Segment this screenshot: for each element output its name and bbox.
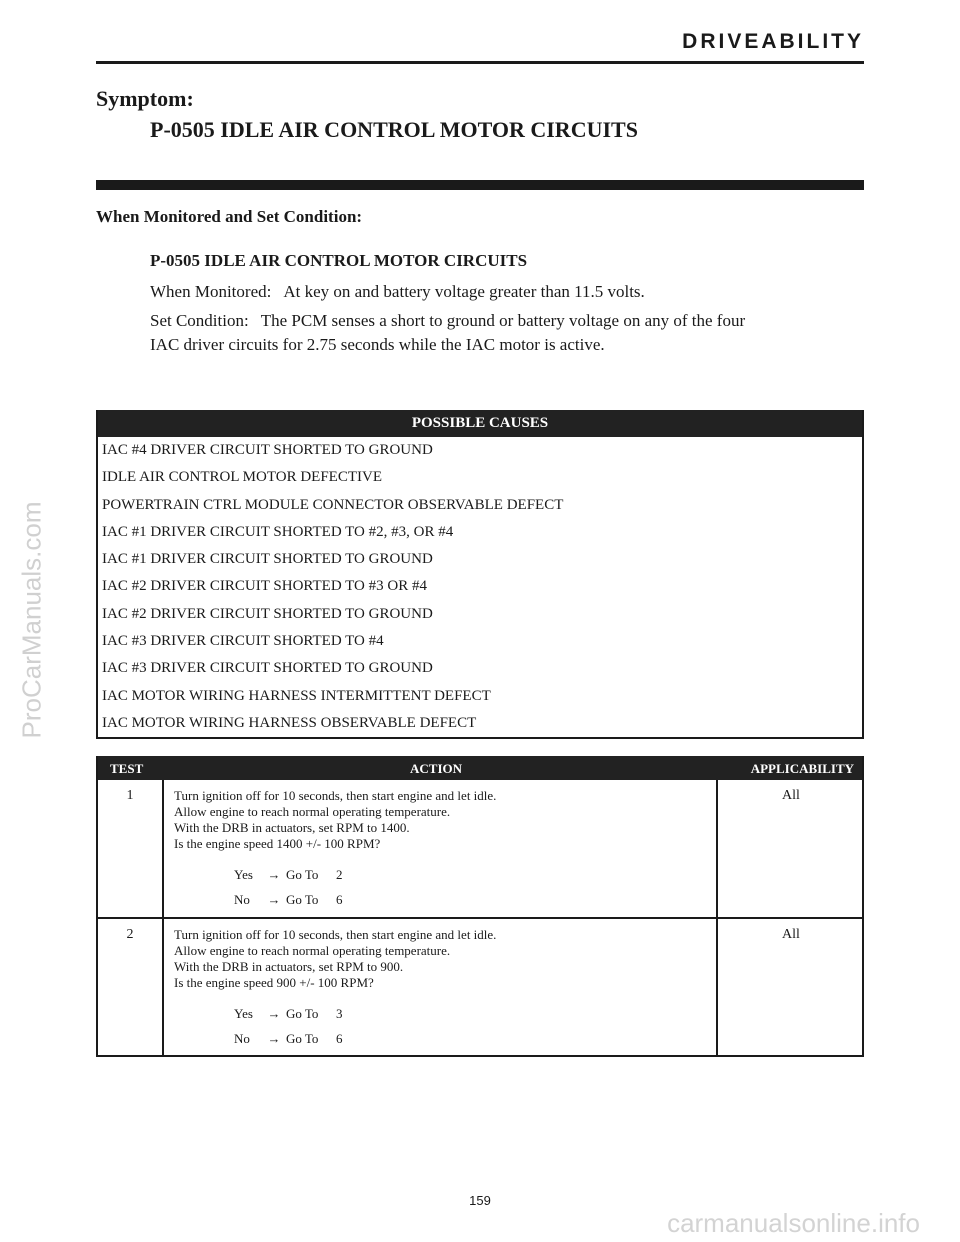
- header-rule: [96, 61, 864, 64]
- test-table: [96, 756, 864, 1057]
- arrow-icon: →: [267, 1006, 281, 1021]
- goto-step: 6: [336, 892, 343, 907]
- cause-item: IAC #2 DRIVER CIRCUIT SHORTED TO #3 OR #4: [102, 578, 427, 595]
- cause-item: IAC #3 DRIVER CIRCUIT SHORTED TO #4: [102, 633, 384, 650]
- no-answer: [234, 887, 716, 912]
- cause-item: IDLE AIR CONTROL MOTOR DEFECTIVE: [102, 469, 382, 486]
- cause-item: IAC #1 DRIVER CIRCUIT SHORTED TO #2, #3, OR #4: [102, 523, 454, 540]
- action-line: With the DRB in actuators, set RPM to 900.: [174, 959, 404, 974]
- arrow-icon: →: [267, 1031, 281, 1046]
- yes-answer: [234, 862, 716, 887]
- goto-step: 2: [336, 867, 343, 882]
- set-condition-paragraph: [150, 309, 864, 357]
- goto-step: 3: [336, 1006, 343, 1021]
- answers: [174, 1001, 716, 1051]
- test-column-header: TEST: [110, 761, 144, 776]
- cause-item: IAC MOTOR WIRING HARNESS INTERMITTENT DEFECT: [102, 687, 491, 704]
- yes-answer: [234, 1001, 716, 1026]
- when-monitored-text: At key on and battery voltage greater than 11.5 volts.: [283, 282, 645, 301]
- section-divider: [96, 180, 864, 190]
- action-line: Is the engine speed 1400 +/- 100 RPM?: [174, 836, 381, 851]
- action-line: Turn ignition off for 10 seconds, then start engine and let idle.: [174, 927, 497, 942]
- test-action: [166, 780, 718, 917]
- test-applicability: All: [782, 788, 800, 803]
- action-line: Is the engine speed 900 +/- 100 RPM?: [174, 975, 374, 990]
- cause-item: IAC MOTOR WIRING HARNESS OBSERVABLE DEFECT: [102, 714, 477, 731]
- goto-step: 6: [336, 1031, 343, 1046]
- arrow-icon: →: [267, 892, 281, 907]
- page-number: 159: [469, 1193, 491, 1208]
- no-label: No: [234, 1031, 250, 1046]
- test-number: 2: [98, 919, 164, 1055]
- code-title: P-0505 IDLE AIR CONTROL MOTOR CIRCUITS: [150, 251, 528, 270]
- test-table-header: [98, 756, 862, 780]
- action-line: Allow engine to reach normal operating temperature.: [174, 943, 451, 958]
- side-watermark-text: ProCarManuals.com: [16, 501, 47, 739]
- test-row: [98, 919, 862, 1055]
- action-line: Allow engine to reach normal operating temperature.: [174, 804, 451, 819]
- symptom-title: P-0505 IDLE AIR CONTROL MOTOR CIRCUITS: [150, 117, 638, 142]
- no-label: No: [234, 892, 250, 907]
- cause-item: IAC #1 DRIVER CIRCUIT SHORTED TO GROUND: [102, 551, 433, 568]
- set-condition-label: Set Condition:: [150, 311, 249, 330]
- monitored-heading: When Monitored and Set Condition:: [96, 207, 363, 226]
- test-applicability: All: [782, 927, 800, 942]
- goto-label: Go To: [286, 867, 319, 882]
- cause-item: IAC #4 DRIVER CIRCUIT SHORTED TO GROUND: [102, 442, 433, 458]
- cause-item: IAC #2 DRIVER CIRCUIT SHORTED TO GROUND: [102, 605, 433, 622]
- set-condition-text-line2: IAC driver circuits for 2.75 seconds while the IAC motor is active.: [150, 335, 605, 354]
- yes-label: Yes: [234, 1006, 253, 1021]
- goto-label: Go To: [286, 892, 319, 907]
- yes-label: Yes: [234, 867, 253, 882]
- test-action: [166, 919, 718, 1055]
- action-column-header: ACTION: [410, 761, 463, 776]
- arrow-icon: →: [267, 867, 281, 882]
- action-line: Turn ignition off for 10 seconds, then start engine and let idle.: [174, 788, 497, 803]
- cause-item: IAC #3 DRIVER CIRCUIT SHORTED TO GROUND: [102, 660, 433, 677]
- possible-causes-table: [96, 410, 864, 739]
- goto-label: Go To: [286, 1006, 319, 1021]
- goto-label: Go To: [286, 1031, 319, 1046]
- test-number: 1: [98, 780, 164, 917]
- applicability-column-header: APPLICABILITY: [750, 761, 854, 776]
- section-header: DRIVEABILITY: [682, 30, 864, 53]
- answers: [174, 862, 716, 912]
- set-condition-text-line1: The PCM senses a short to ground or battery voltage on any of the four: [260, 311, 746, 330]
- when-monitored-label: When Monitored:: [150, 282, 272, 301]
- cause-item: POWERTRAIN CTRL MODULE CONNECTOR OBSERVABLE DEFECT: [102, 496, 564, 513]
- symptom-label: Symptom:: [96, 86, 194, 111]
- possible-causes-header: POSSIBLE CAUSES: [98, 410, 862, 437]
- action-line: With the DRB in actuators, set RPM to 1400.: [174, 820, 410, 835]
- side-watermark: [12, 460, 52, 780]
- bottom-watermark: carmanualsonline.info: [667, 1208, 920, 1238]
- when-monitored-paragraph: [150, 280, 864, 304]
- test-row: [98, 780, 862, 919]
- no-answer: [234, 1026, 716, 1051]
